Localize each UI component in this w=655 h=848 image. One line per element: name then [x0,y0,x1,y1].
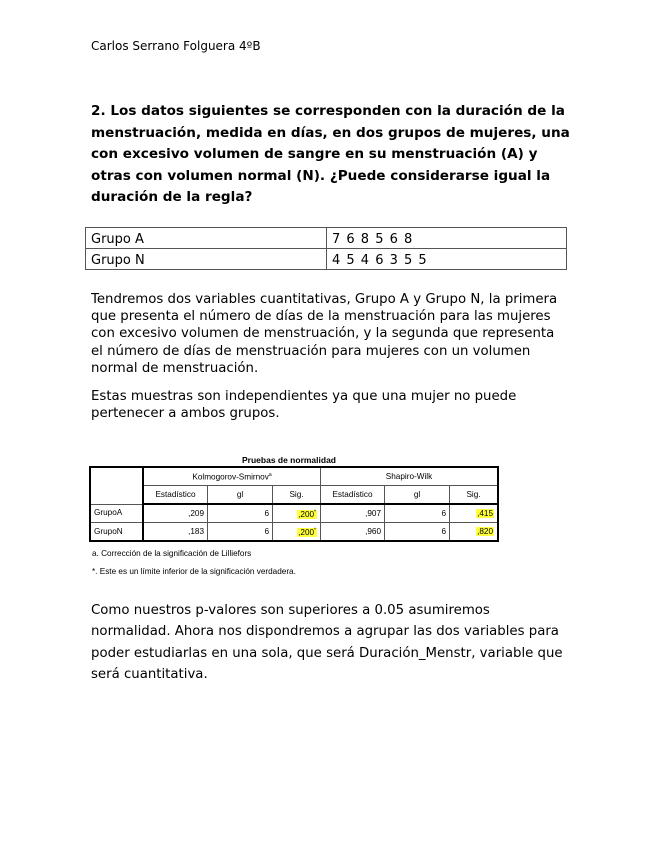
row-label: GrupoN [90,523,143,542]
ks-sig-value: ,200 [298,509,315,519]
sw-sig-cell [450,523,499,542]
ks-sig-marker: * [314,509,316,516]
sw-stat-cell: ,960 [321,523,385,542]
col-ks-gl: gl [208,486,273,505]
question-text: 2. Los datos siguientes se corresponden con la duración de la menstruación, medida en días, en dos grupos de mujeres, una con excesivo volumen de sangre en su menstruación (A) y otras con volumen normal (N). ¿Puede considerarse igual la duración de la regla? [91,103,570,206]
paragraph-conclusion: Como nuestros p-valores son superiores a 0.05 asumiremos normalidad. Ahora nos dispondremos a agrupar las dos variables para poder estudiarlas en una sola, que será Duración_Menstr, variable que será cuantitativa. [91,603,563,682]
sw-header: Shapiro-Wilk [321,467,499,486]
paragraph-independence: Estas muestras son independientes ya que una mujer no puede pertenecer a ambos grupos. [91,389,517,422]
table-subheader-row [90,486,498,505]
table-header-row [90,467,498,486]
col-sw-gl: gl [385,486,450,505]
col-ks-stat: Estadístico [143,486,208,505]
footnote-lilliefors: a. Corrección de la significación de Lilliefors [92,549,252,558]
ks-footnote-marker: a [268,472,272,479]
table-row [86,249,567,270]
corner-cell [90,467,143,504]
ks-header [143,467,321,486]
sw-gl-cell: 6 [385,504,450,523]
sw-stat-cell: ,907 [321,504,385,523]
col-sw-stat: Estadístico [321,486,385,505]
ks-sig-cell [273,504,321,523]
footnote-lower-bound: *. Este es un límite inferior de la significación verdadera. [92,567,296,576]
ks-header-label: Kolmogorov-Smirnov [192,472,269,482]
group-a-label: Grupo A [86,228,327,249]
ks-sig-value: ,200 [298,527,315,537]
ks-stat-cell: ,209 [143,504,208,523]
document-header: Carlos Serrano Folguera 4ºB [91,39,261,53]
sw-gl-cell: 6 [385,523,450,542]
ks-sig-marker: * [314,527,316,534]
col-ks-sig: Sig. [273,486,321,505]
group-n-values: 4 5 4 6 3 5 5 [327,249,567,270]
data-table [85,227,567,270]
table-row [90,523,498,542]
col-sw-sig: Sig. [450,486,499,505]
table-row [90,504,498,523]
ks-gl-cell: 6 [208,523,273,542]
group-n-label: Grupo N [86,249,327,270]
ks-stat-cell: ,183 [143,523,208,542]
table-row [86,228,567,249]
ks-sig-cell [273,523,321,542]
group-a-values: 7 6 8 5 6 8 [327,228,567,249]
normality-table [89,466,499,542]
normality-table-title: Pruebas de normalidad [242,455,336,465]
sw-sig-value: ,415 [477,508,493,518]
ks-gl-cell: 6 [208,504,273,523]
row-label: GrupoA [90,504,143,523]
paragraph-variables: Tendremos dos variables cuantitativas, Grupo A y Grupo N, la primera que presenta el número de días de la menstruación para las mujeres con excesivo volumen de menstruación, y la segunda que representa el número de días de menstruación para mujeres con un volumen normal de menstruación. [91,292,558,376]
sw-sig-cell [450,504,499,523]
sw-sig-value: ,820 [477,526,493,536]
